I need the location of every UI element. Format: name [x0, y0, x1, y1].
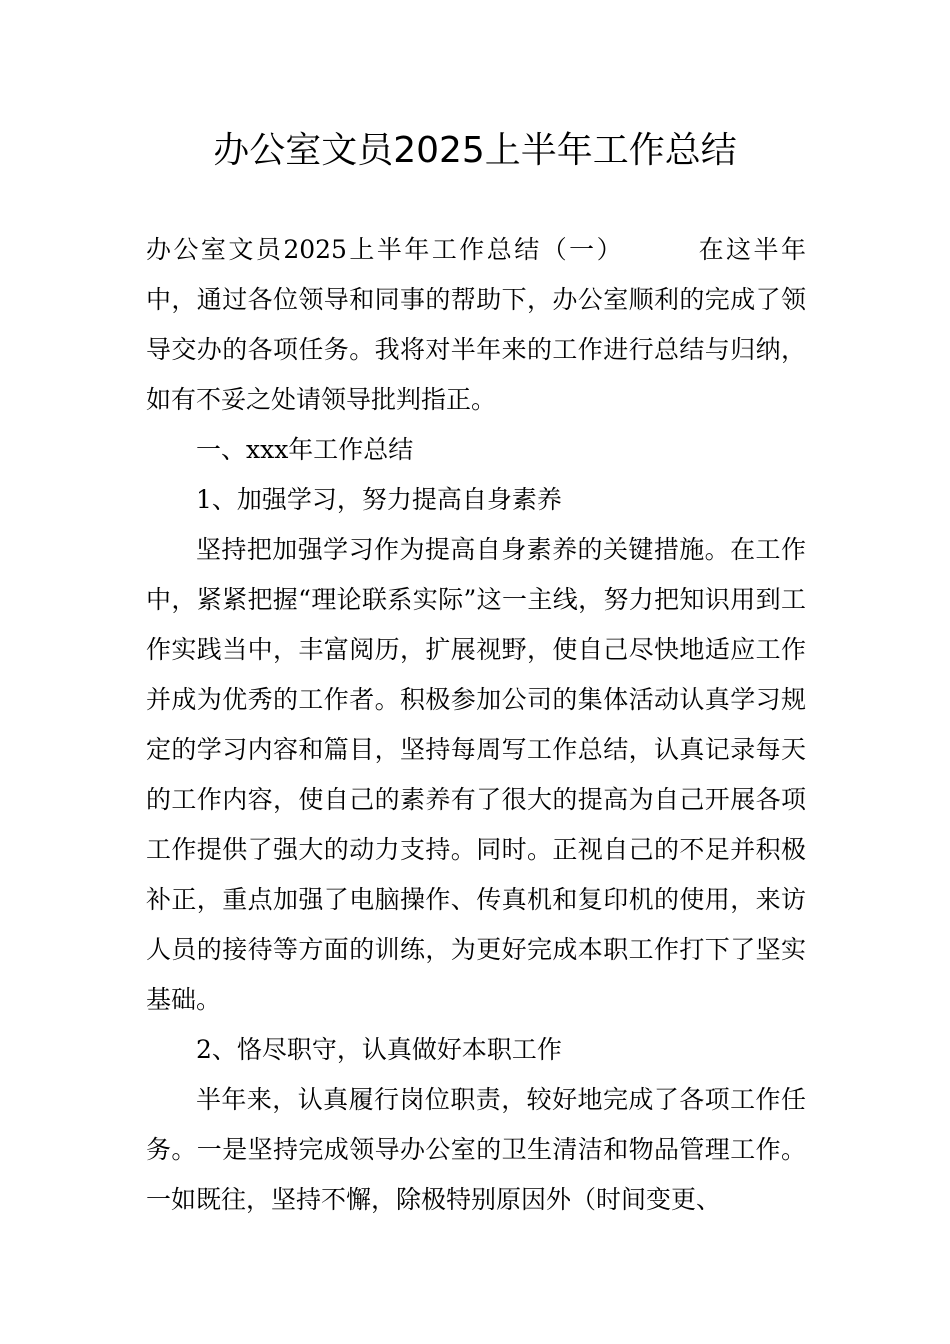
document-title: 办公室文员2025上半年工作总结 [213, 130, 737, 171]
document-body [146, 225, 806, 1225]
intro-heading: 办公室文员2025上半年工作总结（一） [146, 235, 625, 264]
intro-paragraph [146, 225, 806, 425]
item-1-paragraph: 坚持把加强学习作为提高自身素养的关键措施。在工作中，紧紧把握“理论联系实际”这一主线，努力把知识用到工作实践当中，丰富阅历，扩展视野，使自己尽快地适应工作并成为优秀的工作者。积极参加公司的集体活动认真学习规定的学习内容和篇目，坚持每周写工作总结，认真记录每天的工作内容，使自己的素养有了很大的提高为自己开展各项工作提供了强大的动力支持。同时。正视自己的不足并积极补正，重点加强了电脑操作、传真机和复印机的使用，来访人员的接待等方面的训练，为更好完成本职工作打下了坚实基础。 [146, 535, 806, 1014]
item-2-paragraph: 半年来，认真履行岗位职责，较好地完成了各项工作任务。一是坚持完成领导办公室的卫生清洁和物品管理工作。一如既往，坚持不懈，除极特别原因外（时间变更、 [146, 1085, 806, 1214]
item-1-heading: 1、加强学习，努力提高自身素养 [196, 485, 562, 514]
item-2-heading: 2、恪尽职守，认真做好本职工作 [196, 1035, 562, 1064]
intro-text: 在这半年中，通过各位领导和同事的帮助下，办公室顺利的完成了领导交办的各项任务。我将对半年来的工作进行总结与归纳，如有不妥之处请领导批判指正。 [146, 235, 806, 414]
section-1-heading: 一、xxx年工作总结 [196, 435, 414, 464]
